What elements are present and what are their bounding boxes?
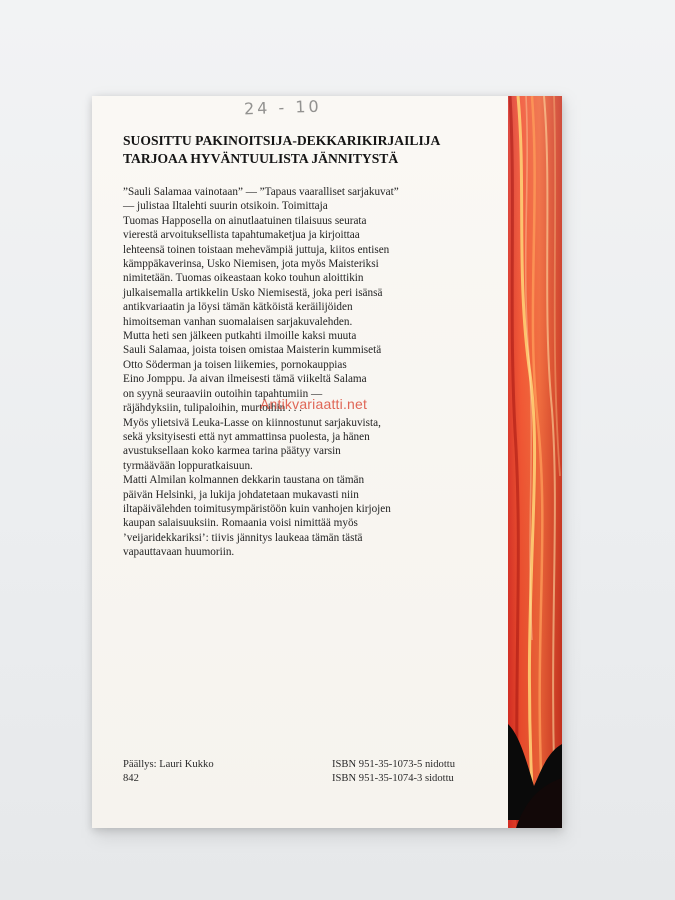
description-line: lehteensä toinen toistaan mehevämpiä juttuja, kiitos entisen xyxy=(123,243,390,256)
description-line: kämppäkaverinsa, Usko Niemisen, jota myös Maisteriksi xyxy=(123,258,379,271)
flame-stripe xyxy=(508,96,562,828)
description-line: vapauttavaan huumoriin. xyxy=(123,546,235,559)
cover-credit xyxy=(123,758,214,786)
description-line: Myös ylietsivä Leuka-Lasse on kiinnostunut sarjakuvista, xyxy=(123,416,381,429)
description-line: tyrmäävään loppuratkaisuun. xyxy=(123,459,253,472)
description-line: räjähdyksiin, tulipaloihin, murtoihin . . . xyxy=(123,402,302,415)
description-line: ”Sauli Salamaa vainotaan” — ”Tapaus vaaralliset sarjakuvat” xyxy=(123,186,399,198)
title-line: SUOSITTU PAKINOITSIJA-DEKKARIKIRJAILIJA xyxy=(123,133,441,148)
credit-line: 842 xyxy=(123,773,139,784)
description-line: Sauli Salamaa, joista toisen omistaa Maisterin kummisetä xyxy=(123,344,382,357)
credit-line: Päällys: Lauri Kukko xyxy=(123,759,214,770)
description-line: on syynä seuraaviin outoihin tapahtumiin — xyxy=(123,387,323,400)
description-line: Otto Söderman ja toisen liikemies, pornokauppias xyxy=(123,358,347,371)
watermark-text: Antikvariaatti.net xyxy=(260,396,368,412)
description-line: sekä yksityisesti että nyt ammattinsa puolesta, ja hänen xyxy=(123,430,370,443)
description-line: avustuksellaan koko karmea tarina päätyy varsin xyxy=(123,445,341,458)
flame-art xyxy=(508,96,562,828)
description-line: antikvariaatin ja löysi tämän kätköistä keräilijöiden xyxy=(123,301,353,314)
description-line: ’veijaridekkariksi’: tiivis jännitys laukeaa tämän tästä xyxy=(123,531,363,544)
book-back-cover xyxy=(92,96,562,828)
description-line: julkaisemalla artikkelin Usko Niemisestä, joka peri isänsä xyxy=(123,286,383,299)
handwritten-note: 24 - 10 xyxy=(243,96,322,119)
description-line: kaupan salaisuuksiin. Romaania voisi nimittää myös xyxy=(123,517,358,530)
description-line: nimitetään. Tuomas oikeastaan koko touhun aloittikin xyxy=(123,272,364,285)
description-line: himoitseman vanhan suomalaisen sarjakuvalehden. xyxy=(123,315,353,328)
description-line: päivän Helsinki, ja lukija johdatetaan mukavasti niin xyxy=(123,488,359,501)
isbn-block xyxy=(332,758,455,786)
description-line: iltapäivälehden toimitusympäristöön kuin vanhojen kirjojen xyxy=(123,502,391,515)
description-line: vierestä arvoituksellista tapahtumaketjua ja kirjoittaa xyxy=(123,229,360,242)
title xyxy=(123,132,496,168)
description xyxy=(123,185,501,560)
isbn-line: ISBN 951-35-1073-5 nidottu xyxy=(332,759,456,770)
description-line: Mutta heti sen jälkeen putkahti ilmoille kaksi muuta xyxy=(123,330,357,343)
title-line: TARJOAA HYVÄNTUULISTA JÄNNITYSTÄ xyxy=(123,151,399,166)
description-line: — julistaa Iltalehti suurin otsikoin. Toimittaja xyxy=(123,200,328,213)
description-line: Tuomas Happosella on ainutlaatuinen tilaisuus seurata xyxy=(123,214,367,227)
isbn-line: ISBN 951-35-1074-3 sidottu xyxy=(332,773,454,784)
description-line: Eino Jomppu. Ja aivan ilmeisesti tämä viikeltä Salama xyxy=(123,373,367,386)
description-line: Matti Almilan kolmannen dekkarin taustana on tämän xyxy=(123,474,365,487)
